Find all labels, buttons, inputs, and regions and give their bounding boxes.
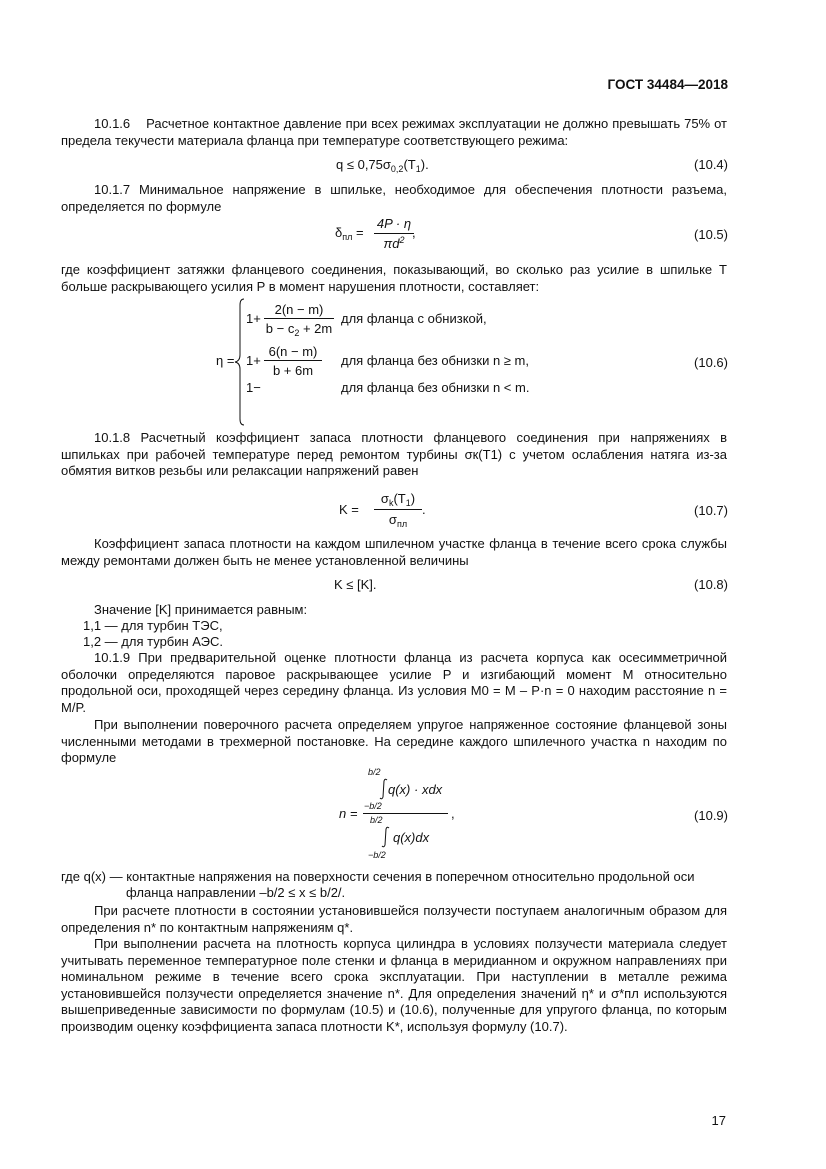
formula-10-7-denominator: $\sigma_{пл}$ — [388, 512, 408, 529]
paragraph-verification: При выполнении поверочного расчета определяем упругое напряженное состояние фланцевой зоны численными методами в трехмерной постановке. На середине каждого шпилечного участка n находим по формуле — [61, 717, 727, 765]
value-intro: Значение [K] принимается равным: — [94, 602, 308, 617]
page-number: 17 — [711, 1113, 726, 1128]
where-definition-cont: фланца направлении –b/2 ≤ x ≤ b/2/. — [126, 885, 346, 900]
standard-header: ГОСТ 34484—2018 — [607, 77, 728, 92]
formula-comma: , — [412, 225, 416, 240]
equation-number: (10.9) — [694, 808, 728, 823]
paragraph-10-1-9: 10.1.9 При предварительной оценке плотности фланца из расчета корпуса как осесимметричной оболочки определяются паровое раскрывающее усилие P и изгибающий момент M относительно продольной оси, проходящей через середину фланца. Из условия M0 = M – P·n = 0 находим расстояние n = M/P. — [61, 650, 727, 715]
paragraph-10-1-7: 10.1.7 Минимальное напряжение в шпильке, необходимое для обеспечения плотности разъема, определяется по формуле — [61, 182, 727, 214]
fraction-bar — [264, 318, 334, 319]
list-item: 1,2 — для турбин АЭС. — [83, 634, 224, 649]
equation-number: (10.5) — [694, 227, 728, 242]
formula-comma: , — [451, 806, 455, 821]
integral-upper-limit: b/2 — [368, 767, 381, 777]
formula-10-8: K ≤ [K]. — [334, 577, 377, 592]
case1-condition: для фланца с обнизкой, — [341, 311, 487, 326]
case2-numerator: 6(n − m) — [268, 344, 318, 359]
formula-10-7-lhs: K = — [339, 502, 359, 517]
integral-lower-limit: −b/2 — [364, 801, 382, 811]
where-definition: где q(x) — контактные напряжения на поверхности сечения в поперечном относительно продольной оси — [61, 869, 695, 884]
equation-number: (10.6) — [694, 355, 728, 370]
equation-number: (10.8) — [694, 577, 728, 592]
case3-prefix: 1− — [246, 380, 261, 395]
fraction-bar — [363, 813, 448, 814]
formula-10-7-numerator: $\sigma_k(T_1)$ — [380, 491, 416, 508]
formula-10-9-lhs: n = — [339, 806, 358, 821]
integral-sign — [381, 826, 391, 848]
case1-prefix: 1+ — [246, 311, 261, 326]
formula-10-5-numerator: 4P · η — [376, 216, 412, 231]
integral-lower-limit: −b/2 — [368, 850, 386, 860]
formula-10-9-denominator: q(x)dx — [393, 830, 430, 845]
paragraph-coefficient: Коэффициент запаса плотности на каждом шпилечном участке фланца в течение всего срока службы между ремонтами должен быть не менее установленной величины — [61, 536, 727, 568]
case2-prefix: 1+ — [246, 353, 261, 368]
fraction-bar — [374, 509, 422, 510]
paragraph-text: Расчетное контактное давление при всех режимах эксплуатации не должно превышать 75% от предела текучести материала фланца при температуре соответствующего режима: — [61, 116, 727, 148]
paragraph-10-1-6 — [61, 116, 727, 149]
case2-condition: для фланца без обнизки n ≥ m, — [341, 353, 529, 368]
integral-upper-limit: b/2 — [370, 815, 383, 825]
curly-brace — [232, 297, 246, 427]
paragraph-creep: При расчете плотности в состоянии установившейся ползучести поступаем аналогичным образом для определения n* по контактным напряжениям q*. — [61, 903, 727, 935]
case2-denominator: b + 6m — [272, 363, 314, 378]
fraction-bar — [264, 360, 322, 361]
equation-number: (10.7) — [694, 503, 728, 518]
formula-10-6-lhs: η = — [216, 353, 235, 368]
case3-condition: для фланца без обнизки n < m. — [341, 380, 530, 395]
paragraph-10-1-8: 10.1.8 Расчетный коэффициент запаса плотности фланцевого соединения при напряжениях в шпильках при рабочей температуре перед ремонтом турбины σк(T1) с учетом ослабления натяга из-за обмятия витков резьбы или релаксации напряжений равен — [61, 430, 727, 478]
paragraph-where: где коэффициент затяжки фланцевого соединения, показывающий, во сколько раз усилие в шпильке T больше раскрывающего усилия P в момент нарушения плотности, составляет: — [61, 262, 727, 294]
case1-denominator: $b - c_2 + 2m$ — [265, 321, 333, 338]
formula-10-9-numerator: q(x) · xdx — [388, 782, 443, 797]
fraction-bar — [374, 233, 414, 234]
formula-dot: . — [422, 502, 426, 517]
list-item: 1,1 — для турбин ТЭС, — [83, 618, 223, 633]
formula-10-5-lhs: $\delta_{пл}$ = — [335, 225, 364, 242]
case1-numerator: 2(n − m) — [274, 302, 324, 317]
formula-10-4: $q \le 0,75\sigma_{0,2}(T_1)$. — [336, 157, 429, 174]
paragraph-cylinder: При выполнении расчета на плотность корпуса цилиндра в условиях ползучести материала следует учитывать переменное температурное поле стенки и фланца в меридианном и окружном направлениях при номинальном режиме в течение всего срока эксплуатации. При наступлении в металле режима установившейся ползучести определяется значение n*. Для определения значений η* и σ*пл используются вышеприведенные зависимости по формулам (10.5) и (10.6), полученные для упругого фланца, по которым производим оценку коэффициента запаса плотности K*, используя формулу (10.7). — [61, 936, 727, 1034]
equation-number: (10.4) — [694, 157, 728, 172]
section-number: 10.1.6 — [94, 116, 131, 131]
formula-10-5-denominator: $\pi d^2$ — [383, 235, 405, 251]
